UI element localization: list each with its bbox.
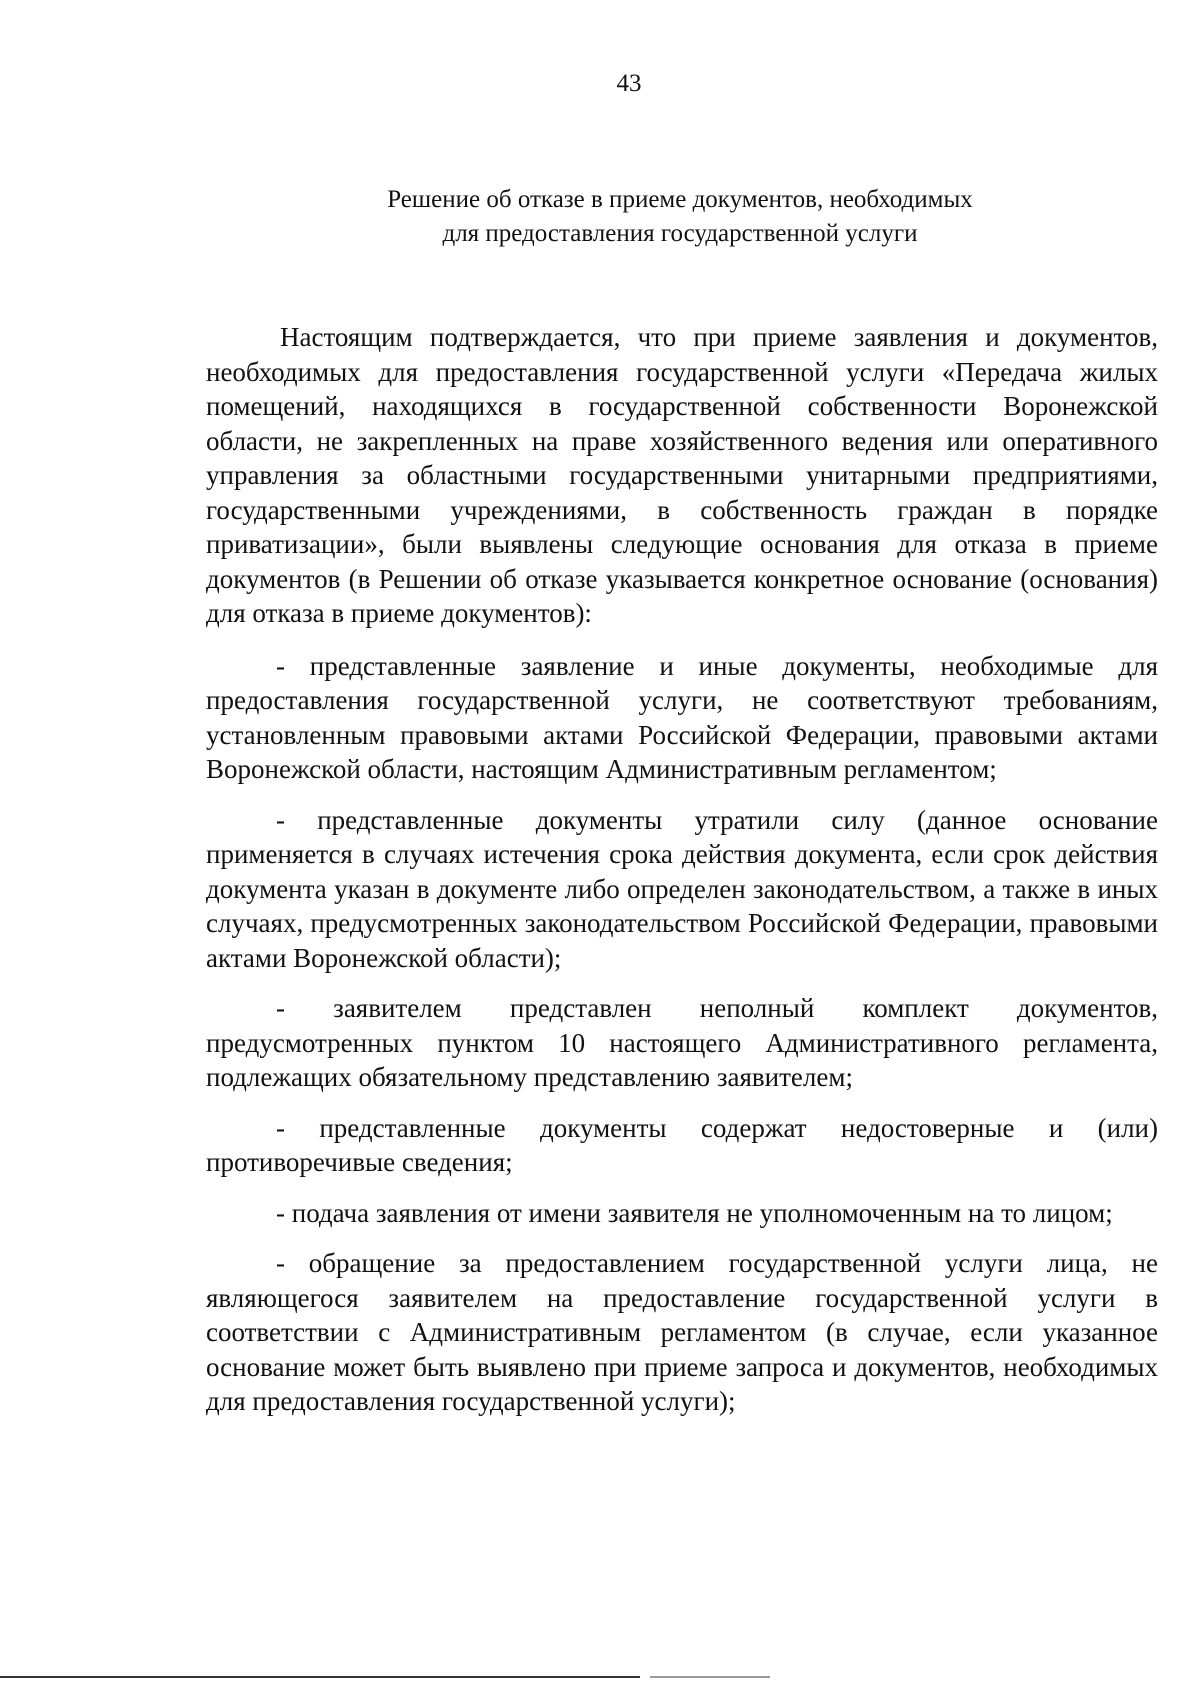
document-body xyxy=(206,320,1158,1435)
title-line-1: Решение об отказе в приеме документов, необходимых xyxy=(387,186,973,213)
bottom-scan-edge xyxy=(0,1676,640,1678)
ground-item-4: - представленные документы содержат недостоверные и (или) противоречивые сведения; xyxy=(206,1112,1158,1177)
document-title xyxy=(260,183,1100,251)
ground-item-2: - представленные документы утратили силу (данное основание применяется в случаях истечения срока действия документа, если срок действия документа указан в документе либо определен законодательством, а также в иных случаях, предусмотренных законодательством Российской Федерации, правовыми актами Воронежской области); xyxy=(206,804,1158,973)
page-number: 43 xyxy=(616,70,642,97)
intro-paragraph: Настоящим подтверждается, что при приеме заявления и документов, необходимых для предоставления государственной услуги «Передача жилых помещений, находящихся в государственной собственности Воронежской области, не закрепленных на праве хозяйственного ведения или оперативного управления за областными государственными унитарными предприятиями, государственными учреждениями, в собственность граждан в порядке приватизации», были выявлены следующие основания для отказа в приеме документов (в Решении об отказе указывается конкретное основание (основания) для отказа в приеме документов): xyxy=(206,322,1158,628)
bottom-scan-edge-faint xyxy=(650,1676,770,1678)
ground-item-6: - обращение за предоставлением государственной услуги лица, не являющегося заявителем на предоставление государственной услуги в соответствии с Административным регламентом (в случае, если указанное основание может быть выявлено при приеме запроса и документов, необходимых для предоставления государственной услуги); xyxy=(206,1248,1158,1416)
title-line-2: для предоставления государственной услуги xyxy=(442,220,918,247)
ground-item-1: - представленные заявление и иные документы, необходимые для предоставления государственной услуги, не соответствуют требованиям, установленным правовыми актами Российской Федерации, правовыми актами Воронежской области, настоящим Административным регламентом; xyxy=(206,650,1158,784)
ground-item-5: - подача заявления от имени заявителя не уполномоченным на то лицом; xyxy=(276,1197,1113,1228)
ground-item-3: - заявителем представлен неполный комплект документов, предусмотренных пунктом 10 настоящего Административного регламента, подлежащих обязательному представлению заявителем; xyxy=(206,993,1158,1092)
